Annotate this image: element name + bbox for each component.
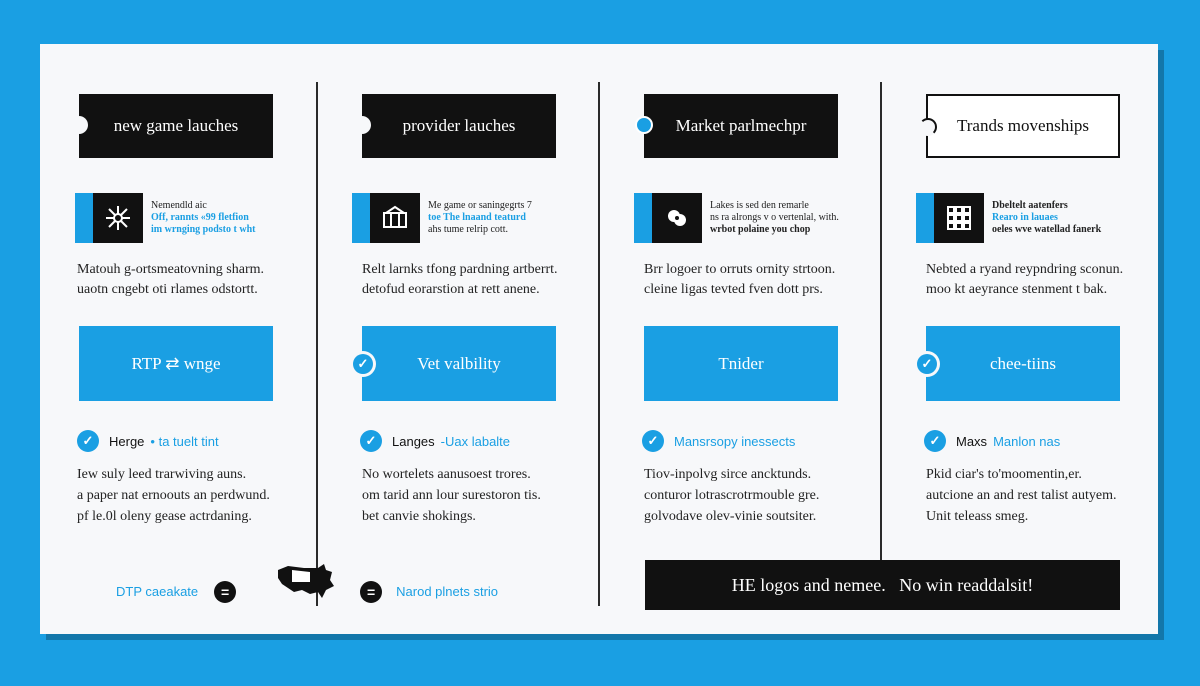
- column-divider: [880, 82, 882, 606]
- legend-label-left: DTP caeakate: [116, 584, 199, 599]
- description: [926, 260, 1136, 300]
- bottom-legend: [116, 574, 498, 609]
- column-heading: [362, 94, 556, 158]
- volatility-button[interactable]: [357, 326, 556, 401]
- footnote-line: Unit teleass smeg.: [926, 509, 1029, 524]
- footnote-line: autcione an and rest talist autyem.: [926, 488, 1117, 503]
- icon-row: [634, 193, 860, 243]
- caption-line: Nemendld aic: [151, 200, 207, 211]
- network-icon: [93, 193, 143, 243]
- footnote-line: a paper nat ernoouts an perdwund.: [77, 488, 270, 503]
- heading-label: Market parlmechpr: [675, 116, 807, 135]
- grid-chart-icon: [934, 193, 984, 243]
- column-heading: [644, 94, 838, 158]
- column-divider: [316, 82, 318, 606]
- check-row: [360, 430, 510, 452]
- check-icon: ✓: [917, 354, 937, 374]
- accent-bar: [634, 193, 652, 243]
- caption-line: ns ra alrongs v o vertenlal, with.: [710, 212, 839, 223]
- footnote-line: pf le.0l oleny gease actrdaning.: [77, 509, 252, 524]
- footnote: [362, 464, 572, 527]
- footnote-line: No wortelets aanusoest trores.: [362, 467, 531, 482]
- footnote-line: bet canvie shokings.: [362, 509, 476, 524]
- description-line: Brr logoer to orruts ornity strtoon.: [644, 262, 836, 277]
- check-icon: ✓: [924, 430, 946, 452]
- heading-notch: [70, 116, 88, 134]
- column-divider: [598, 82, 600, 606]
- check-icon: ✓: [77, 430, 99, 452]
- check-label: Mansrsopy inessects: [674, 433, 796, 449]
- rtp-range-button[interactable]: [79, 326, 273, 401]
- caption-line: ahs tume relrip cott.: [428, 224, 508, 235]
- check-value: Manlon nas: [993, 433, 1061, 449]
- button-label: Tnider: [718, 353, 764, 373]
- column-heading: [79, 94, 273, 158]
- partnership-icon: [652, 193, 702, 243]
- caption-line: oeles wve watellad fanerk: [992, 224, 1102, 235]
- caption-line: Me game or saningegrts 7: [428, 200, 532, 211]
- tinder-button[interactable]: [644, 326, 838, 401]
- accent-bar: [75, 193, 93, 243]
- icon-caption: [992, 200, 1142, 236]
- footnote: [644, 464, 854, 527]
- heading-notch: [919, 118, 937, 136]
- check-row: [924, 430, 1060, 452]
- accent-bar: [352, 193, 370, 243]
- description-line: Relt larnks tfong pardning artberrt.: [362, 262, 558, 277]
- footnote: [926, 464, 1136, 527]
- equals-badge: =: [214, 581, 236, 603]
- caption-line: wrbot polaine you chop: [710, 224, 811, 235]
- footnote-line: Tiov-inpolvg sirce ancktunds.: [644, 467, 812, 482]
- check-label: Langes: [392, 433, 435, 449]
- icon-caption: [151, 200, 301, 236]
- description-line: cleine ligas tevted fven dott prs.: [644, 282, 823, 297]
- check-row: [77, 430, 219, 452]
- description-line: Nebted a ryand reypndring sconun.: [926, 262, 1124, 277]
- description: [644, 260, 854, 300]
- footnote-line: Pkid ciar's to'moomentin,er.: [926, 467, 1082, 482]
- cta-notch: [350, 351, 376, 377]
- check-row: [642, 430, 801, 452]
- button-label: RTP ⇄ wnge: [131, 353, 221, 373]
- icon-row: [352, 193, 578, 243]
- description: [77, 260, 287, 300]
- icon-row: [916, 193, 1142, 243]
- heading-notch: [353, 116, 371, 134]
- button-label: Vet valbility: [417, 353, 501, 373]
- heading-notch: [635, 116, 653, 134]
- description: [362, 260, 572, 300]
- caption-line: Rearo in lauaes: [992, 212, 1058, 223]
- icon-row: [75, 193, 301, 243]
- heading-label: Trands movenships: [956, 116, 1090, 135]
- icon-caption: [710, 200, 860, 236]
- footnote-line: golvodave olev-vinie soutsiter.: [644, 509, 817, 524]
- cta-notch: [914, 351, 940, 377]
- icon-caption: [428, 200, 578, 236]
- equals-badge: =: [360, 581, 382, 603]
- check-label: Maxs: [956, 433, 988, 449]
- caption-line: Dbeltelt aatenfers: [992, 200, 1068, 211]
- slot-machine-icon: [370, 193, 420, 243]
- heading-label: new game lauches: [113, 116, 239, 135]
- banner-text: HE logos and nemee. No win readdalsit!: [731, 574, 1034, 595]
- check-label: Herge: [109, 433, 145, 449]
- footnote-line: conturor lotrascrotrmouble gre.: [644, 488, 820, 503]
- button-label: chee-tiins: [989, 353, 1057, 373]
- caption-line: toe The lnaand teaturd: [428, 212, 526, 223]
- disclaimer-banner: [645, 560, 1120, 610]
- usa-map-icon: [274, 560, 338, 609]
- column-heading: [926, 94, 1120, 158]
- check-icon: ✓: [642, 430, 664, 452]
- footnote: [77, 464, 287, 527]
- check-value: -Uax labalte: [440, 433, 511, 449]
- heading-label: provider lauches: [402, 116, 516, 135]
- check-tiins-button[interactable]: [921, 326, 1120, 401]
- footnote-line: om tarid ann lour surestoron tis.: [362, 488, 541, 503]
- description-line: moo kt aeyrance stenment t bak.: [926, 282, 1108, 297]
- description-line: Matouh g-ortsmeatovning sharm.: [77, 262, 265, 277]
- footnote-line: Iew suly leed trarwiving auns.: [77, 467, 247, 482]
- description-line: uaotn cngebt oti rlames odstortt.: [77, 282, 258, 297]
- legend-label-right: Narod plnets strio: [396, 584, 499, 599]
- check-icon: ✓: [353, 354, 373, 374]
- caption-line: im wrnging podsto t wht: [151, 224, 256, 235]
- check-icon: ✓: [360, 430, 382, 452]
- check-value: • ta tuelt tint: [150, 433, 219, 449]
- caption-line: Lakes is sed den remarle: [710, 200, 809, 211]
- accent-bar: [916, 193, 934, 243]
- caption-line: Off, rannts «99 fletfion: [151, 212, 249, 223]
- description-line: detofud eorarstion at rett anene.: [362, 282, 540, 297]
